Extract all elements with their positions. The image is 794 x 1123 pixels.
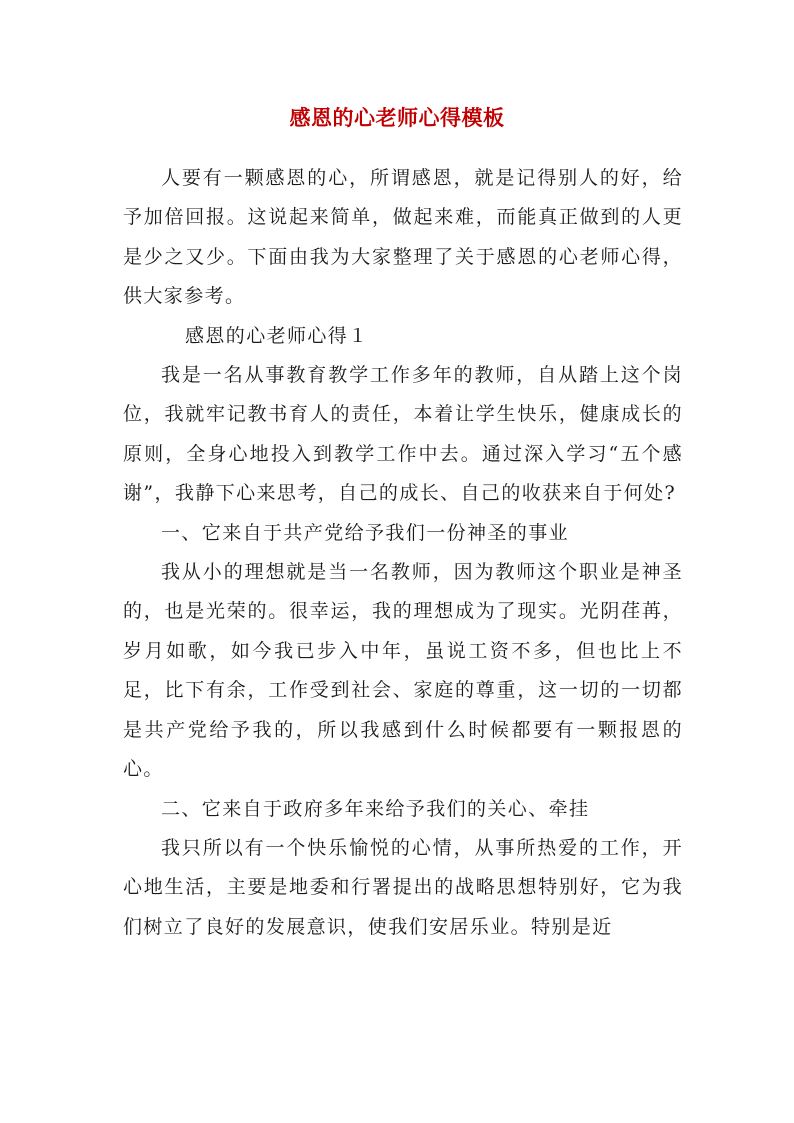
body-paragraph-3: 我只所以有一个快乐愉悦的心情，从事所热爱的工作，开心地生活，主要是地委和行署提出的战略思想特别好，它为我们树立了良好的发展意识，使我们安居乐业。特别是近 — [123, 836, 683, 938]
document-body — [123, 159, 683, 947]
body-paragraph-2: 我从小的理想就是当一名教师，因为教师这个职业是神圣的，也是光荣的。很幸运，我的理想成为了现实。光阴荏苒，岁月如歌，如今我已步入中年，虽说工资不多，但也比上不足，比下有余，工作受到社会、家庭的尊重，这一切的一切都是共产党给予我的，所以我感到什么时候都要有一颗报恩的心。 — [123, 561, 683, 781]
body-paragraph-1: 我是一名从事教育教学工作多年的教师，自从踏上这个岗位，我就牢记教书育人的责任，本着让学生快乐，健康成长的原则，全身心地投入到教学工作中去。通过深入学习“五个感谢”，我静下心来思考，自己的成长、自己的收获来自于何处? — [123, 364, 683, 505]
section-title: 感恩的心老师心得１ — [185, 324, 369, 347]
section-heading-1: 一、它来自于共产党给予我们一份神圣的事业 — [161, 521, 570, 544]
intro-paragraph: 人要有一颗感恩的心，所谓感恩，就是记得别人的好，给予加倍回报。这说起来简单，做起来难，而能真正做到的人更是少之又少。下面由我为大家整理了关于感恩的心老师心得，供大家参考。 — [123, 167, 683, 308]
section-heading-2: 二、它来自于政府多年来给予我们的关心、牵挂 — [161, 797, 590, 820]
document-title: 感恩的心老师心得模板 — [289, 105, 505, 130]
